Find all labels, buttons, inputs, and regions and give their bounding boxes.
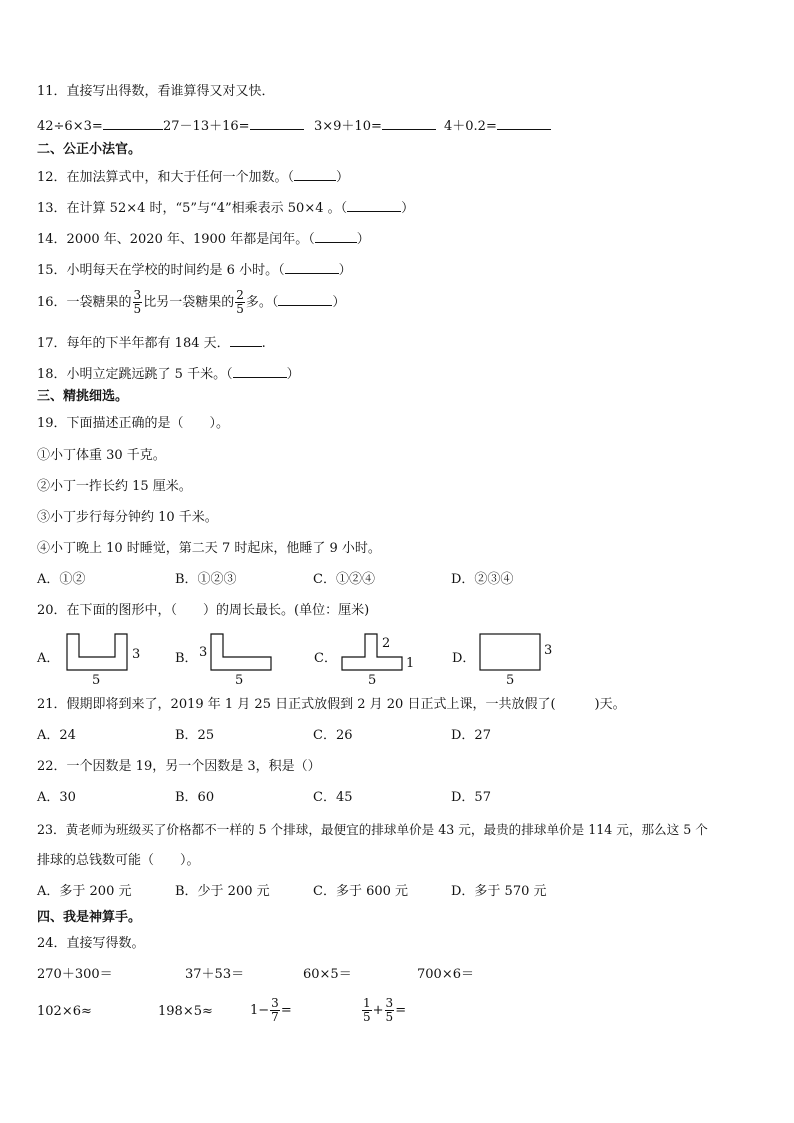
section-heading-2: 二、公正小法官。 (37, 142, 142, 157)
q20-text: 20．在下面的图形中，（ ）的周长最长。(单位：厘米) (37, 603, 370, 618)
dim-label: 3 (544, 643, 553, 658)
dim-label: 5 (368, 673, 377, 688)
option-a[interactable]: A．①② (37, 572, 86, 587)
option-a[interactable]: A．多于 200 元 (37, 884, 132, 899)
answer-blank[interactable] (315, 229, 357, 243)
q20-option-b[interactable]: B． (175, 651, 198, 666)
q16: 16．一袋糖果的 $\frac{3}{5}$ 比另一袋糖果的 $\frac{2}{5}$ 多。（ ） (37, 288, 346, 316)
q24-calc-3: 60×5＝ (303, 967, 352, 982)
q19-statement-4: ④小丁晚上 10 时睡觉，第二天 7 时起床，他睡了 9 小时。 (37, 541, 381, 556)
q19-statement-3: ③小丁步行每分钟约 10 千米。 (37, 510, 218, 525)
option-c[interactable]: C．多于 600 元 (313, 884, 409, 899)
shape-b-l-figure (210, 633, 272, 671)
fraction: $\frac{3}{5}$ (385, 996, 394, 1024)
q17: 17．每年的下半年都有 184 天． . (37, 333, 266, 352)
dim-label: 5 (506, 673, 515, 688)
q23-options (37, 884, 757, 900)
q24-calc-5: 102×6≈ (37, 1004, 92, 1019)
q11-item-2: 27－13＋16= (163, 116, 304, 135)
shape-c-t-figure (341, 633, 403, 671)
q11-item-4: 4＋0.2= (444, 116, 551, 135)
q22-options (37, 790, 757, 806)
q21-options (37, 728, 757, 744)
q13: 13．在计算 52×4 时，“5”与“4”相乘表示 50×4 。（ ） (37, 198, 414, 217)
fraction: $\frac{3}{5}$ (133, 288, 142, 316)
q19-options (37, 572, 757, 588)
q23-text-line-1: 23．黄老师为班级买了价格都不一样的 5 个排球，最便宜的排球单价是 43 元，最贵的排球单价是 114 元，那么这 5 个 (37, 822, 708, 837)
q12: 12．在加法算式中，和大于任何一个加数。（ ） (37, 167, 349, 186)
shape-a-u-figure (66, 633, 128, 671)
fraction: $\frac{3}{7}$ (271, 996, 279, 1024)
answer-blank[interactable] (294, 167, 336, 181)
answer-blank[interactable] (347, 198, 401, 212)
option-b[interactable]: B．①②③ (175, 572, 237, 587)
answer-blank[interactable] (230, 333, 262, 347)
option-d[interactable]: D．②③④ (451, 572, 514, 587)
answer-blank[interactable] (233, 364, 287, 378)
fraction: $\frac{1}{5}$ (363, 996, 371, 1024)
q11-item-3: 3×9＋10= (314, 116, 436, 135)
q24-calc-1: 270＋300＝ (37, 967, 113, 982)
q23-text-line-2: 排球的总钱数可能（ ）。 (37, 853, 200, 868)
q20-option-a[interactable]: A． (37, 651, 60, 666)
option-d[interactable]: D．多于 570 元 (451, 884, 547, 899)
q22-text: 22．一个因数是 19，另一个因数是 3，积是（） (37, 759, 321, 774)
section-heading-4: 四、我是神算手。 (37, 910, 142, 925)
option-a[interactable]: A．30 (37, 790, 76, 805)
q20-option-c[interactable]: C． (314, 651, 337, 666)
dim-label: 1 (406, 656, 415, 671)
option-b[interactable]: B．少于 200 元 (175, 884, 270, 899)
q21-text: 21．假期即将到来了，2019 年 1 月 25 日正式放假到 2 月 20 日正式上课，一共放假了( )天。 (37, 697, 626, 712)
answer-blank[interactable] (278, 292, 332, 306)
dim-label: 3 (132, 647, 141, 662)
answer-blank[interactable] (382, 116, 436, 130)
answer-blank[interactable] (285, 260, 339, 274)
option-d[interactable]: D．27 (451, 728, 491, 743)
q24-calc-6: 198×5≈ (158, 1004, 213, 1019)
answer-blank[interactable] (250, 116, 304, 130)
dim-label: 2 (382, 636, 391, 651)
q19-statement-1: ①小丁体重 30 千克。 (37, 448, 166, 463)
option-c[interactable]: C．26 (313, 728, 353, 743)
option-c[interactable]: C．45 (313, 790, 353, 805)
q24-title: 24．直接写得数。 (37, 936, 145, 951)
option-c[interactable]: C．①②④ (313, 572, 375, 587)
dim-label: 3 (199, 645, 208, 660)
dim-label: 5 (92, 673, 101, 688)
q11-title: 11．直接写出得数，看谁算得又对又快． (37, 84, 275, 99)
q14: 14．2000 年、2020 年、1900 年都是闰年。（ ） (37, 229, 370, 248)
q15: 15．小明每天在学校的时间约是 6 小时。（ ） (37, 260, 352, 279)
answer-blank[interactable] (497, 116, 551, 130)
option-d[interactable]: D．57 (451, 790, 491, 805)
q19-text: 19．下面描述正确的是（ ）。 (37, 416, 230, 431)
q18: 18．小明立定跳远跳了 5 千米。（ ） (37, 364, 300, 383)
q24-calc-7: 1− $\frac{3}{7}$ = (250, 996, 292, 1024)
q24-calc-4: 700×6＝ (417, 967, 474, 982)
q24-calc-8: $\frac{1}{5}$ + $\frac{3}{5}$ = (363, 996, 407, 1024)
answer-blank[interactable] (103, 116, 163, 130)
fraction: $\frac{2}{5}$ (236, 288, 244, 316)
section-heading-3: 三、精挑细选。 (37, 389, 129, 404)
shape-d-rectangle (479, 633, 541, 671)
q24-calc-2: 37＋53＝ (185, 967, 245, 982)
option-a[interactable]: A．24 (37, 728, 76, 743)
option-b[interactable]: B．25 (175, 728, 215, 743)
q19-statement-2: ②小丁一拃长约 15 厘米。 (37, 479, 192, 494)
option-b[interactable]: B．60 (175, 790, 215, 805)
q20-option-d[interactable]: D． (452, 651, 476, 666)
dim-label: 5 (235, 673, 244, 688)
q11-item-1: 42÷6×3= (37, 116, 163, 135)
